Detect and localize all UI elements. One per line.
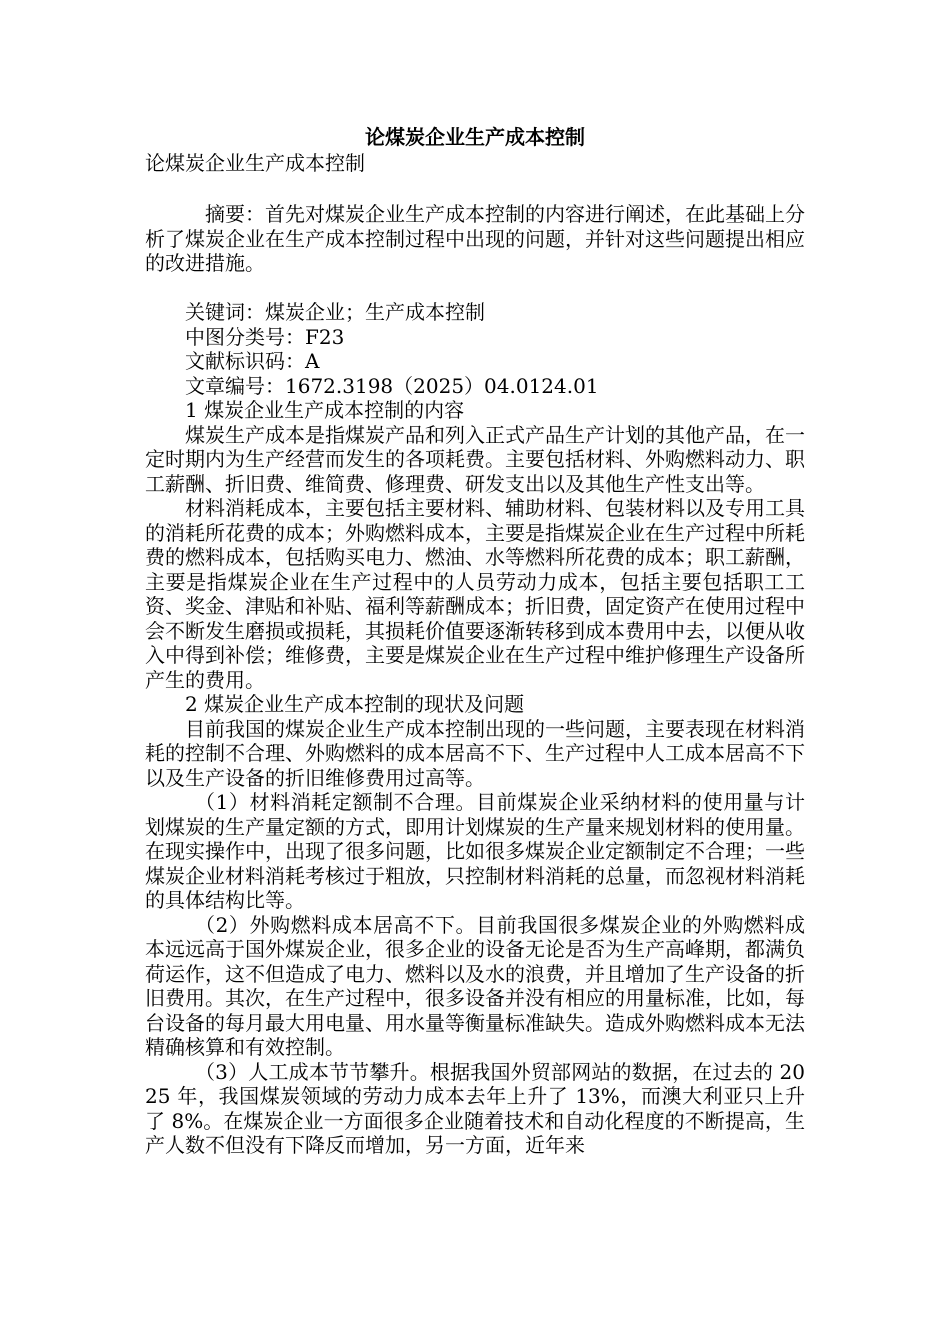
list-item-1: （1）材料消耗定额制不合理。目前煤炭企业采纳材料的使用量与计划煤炭的生产量定额的方式，即用计划煤炭的生产量来规划材料的使用量。在现实操作中，出现了很多问题，比如很多煤炭企业定额制定不合理；一些煤炭企业材料消耗考核过于粗放，只控制材料消耗的总量，而忽视材料消耗的具体结构比等。: [145, 790, 805, 912]
list-item-2: （2）外购燃料成本居高不下。目前我国很多煤炭企业的外购燃料成本远远高于国外煤炭企业，很多企业的设备无论是否为生产高峰期，都满负荷运作，这不但造成了电力、燃料以及水的浪费，并且增加了生产设备的折旧费用。其次，在生产过程中，很多设备并没有相应的用量标准，比如，每台设备的每月最大用电量、用水量等衡量标准缺失。造成外购燃料成本无法精确核算和有效控制。: [145, 912, 805, 1059]
doc-code-line: 文献标识码：A: [185, 349, 320, 373]
paragraph: 煤炭生产成本是指煤炭产品和列入正式产品生产计划的其他产品，在一定时期内为生产经营而发生的各项耗费。主要包括材料、外购燃料动力、职工薪酬、折旧费、维简费、修理费、研发支出以及其他生产性支出等。: [145, 422, 805, 496]
list-item-3: （3）人工成本节节攀升。根据我国外贸部网站的数据，在过去的 2025 年，我国煤炭领域的劳动力成本去年上升了 13%，而澳大利亚只上升了 8%。在煤炭企业一方面很多企业随着技术和自动化程度的不断提高，生产人数不但没有下降反而增加，另一方面，近年来: [145, 1059, 805, 1157]
document-title: 论煤炭企业生产成本控制: [365, 125, 585, 149]
document-body: [145, 202, 805, 1158]
section-heading-2: 2 煤炭企业生产成本控制的现状及问题: [185, 692, 525, 716]
paragraph: 材料消耗成本，主要包括主要材料、辅助材料、包装材料以及专用工具的消耗所花费的成本；外购燃料成本，主要是指煤炭企业在生产过程中所耗费的燃料成本，包括购买电力、燃油、水等燃料所花费的成本；职工薪酬，主要是指煤炭企业在生产过程中的人员劳动力成本，包括主要包括职工工资、奖金、津贴和补贴、福利等薪酬成本；折旧费，固定资产在使用过程中会不断发生磨损或损耗，其损耗价值要逐渐转移到成本费用中去，以便从收入中得到补偿；维修费，主要是煤炭企业在生产过程中维护修理生产设备所产生的费用。: [145, 496, 805, 692]
section-heading-1: 1 煤炭企业生产成本控制的内容: [185, 398, 465, 422]
clc-number-line: 中图分类号：F23: [185, 324, 345, 349]
document-subtitle: 论煤炭企业生产成本控制: [145, 151, 365, 175]
keywords-line: 关键词：煤炭企业；生产成本控制: [185, 300, 485, 324]
article-number-line: 文章编号：1672.3198（2025）04.0124.01: [185, 373, 599, 398]
spacer: [145, 276, 805, 301]
paragraph: 目前我国的煤炭企业生产成本控制出现的一些问题，主要表现在材料消耗的控制不合理、外购燃料的成本居高不下、生产过程中人工成本居高不下以及生产设备的折旧维修费用过高等。: [145, 716, 805, 790]
abstract-paragraph: 摘要：首先对煤炭企业生产成本控制的内容进行阐述，在此基础上分析了煤炭企业在生产成本控制过程中出现的问题，并针对这些问题提出相应的改进措施。: [145, 202, 805, 275]
